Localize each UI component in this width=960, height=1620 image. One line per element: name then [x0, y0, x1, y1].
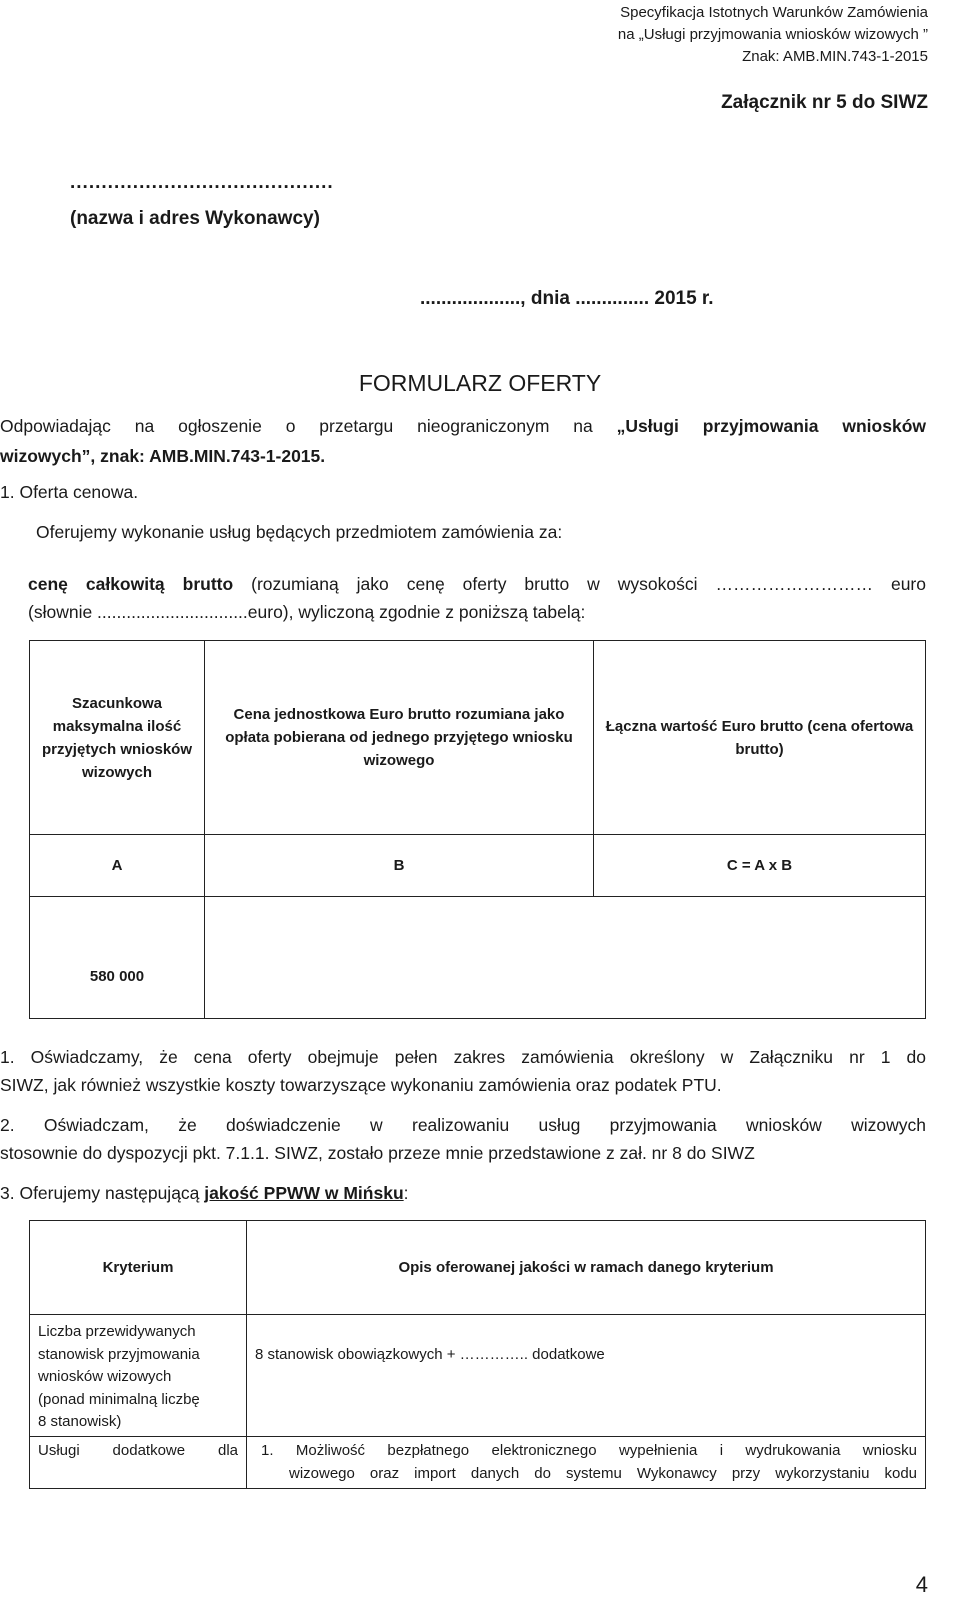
intro-line-1 [0, 416, 926, 437]
document-header [618, 2, 928, 68]
price-value-empty[interactable] [205, 897, 926, 1019]
statement-1-line-1: 1. Oświadczamy, że cena oferty obejmuje pełen zakres zamówienia określony w Załączniku nr 1 do [0, 1047, 926, 1067]
header-line-3: Znak: AMB.MIN.743-1-2015 [742, 48, 928, 65]
form-title: FORMULARZ OFERTY [358, 370, 602, 396]
quality-table-header-row [30, 1221, 926, 1315]
contractor-dots: .......................................... [70, 172, 334, 193]
criterion-stations-line-3: wniosków wizowych [38, 1368, 172, 1385]
price-table-letter-row [30, 835, 926, 897]
header-criterion: Kryterium [30, 1221, 247, 1315]
intro-line-1-text: Odpowiadając na ogłoszenie o przetargu nieograniczonym na [0, 416, 593, 436]
header-line-1: Specyfikacja Istotnych Warunków Zamówienia [620, 4, 928, 21]
offer-sentence: Oferujemy wykonanie usług będących przedmiotem zamówienia za: [36, 522, 563, 542]
criterion-stations-line-2: stanowisk przyjmowania [38, 1345, 200, 1363]
statement-2-line-2: stosownie do dyspozycji pkt. 7.1.1. SIWZ, zostało przeze mnie przedstawione z zał. nr 8 do SIWZ [0, 1143, 755, 1163]
statement-2-line-1: 2. Oświadczam, że doświadczenie w realizowaniu usług przyjmowania wniosków wizowych [0, 1115, 926, 1135]
intro-service-name: „Usługi przyjmowania wniosków [616, 416, 926, 436]
total-price-label: cenę całkowitą brutto [28, 574, 234, 594]
date-line: ..................., dnia .............. 2015 r. [420, 288, 714, 309]
criterion-stations-line-4: (ponad minimalną liczbę [38, 1390, 200, 1408]
statement-3-text: 3. Oferujemy następującą [0, 1183, 200, 1203]
header-line-2: na „Usługi przyjmowania wniosków wizowych ” [617, 26, 928, 43]
quality-row-extra-services [30, 1437, 926, 1489]
extra-services-value [247, 1437, 926, 1489]
column-letter-b: B [205, 835, 594, 897]
criterion-stations-line-5: 8 stanowisk) [38, 1413, 122, 1430]
quality-table [29, 1220, 926, 1489]
header-unit-price: Cena jednostkowa Euro brutto rozumiana jako opłata pobierana od jednego przyjętego wniosku wizowego [205, 641, 594, 835]
criterion-extra-services: Usługi dodatkowe dla [30, 1437, 247, 1489]
criterion-stations [30, 1315, 247, 1437]
statement-1-line-2: SIWZ, jak również wszystkie koszty towarzyszące wykonaniu zamówienia oraz podatek PTU. [0, 1075, 722, 1095]
column-letter-a: A [30, 835, 205, 897]
extra-services-line-1: 1. Możliwość bezpłatnego elektronicznego wypełnienia i wydrukowania wniosku [261, 1442, 917, 1459]
price-line-1 [28, 574, 926, 595]
criterion-stations-line-1: Liczba przewidywanych [38, 1323, 196, 1340]
extra-services-line-2: wizowego oraz import danych do systemu Wykonawcy przy wykorzystaniu kodu [289, 1465, 917, 1482]
column-letter-c: C = A x B [594, 835, 926, 897]
section-1-title: 1. Oferta cenowa. [0, 482, 139, 502]
price-line-1-rest: (rozumianą jako cenę oferty brutto w wysokości ……………………… euro [251, 574, 926, 594]
intro-line-2: wizowych”, znak: AMB.MIN.743-1-2015. [0, 446, 326, 466]
statement-3-colon: : [403, 1183, 409, 1203]
price-table [29, 640, 926, 1019]
price-table-header-row [30, 641, 926, 835]
statement-3 [0, 1183, 409, 1204]
quantity-value: 580 000 [30, 897, 205, 1019]
attachment-label: Załącznik nr 5 do SIWZ [721, 92, 928, 113]
contractor-label: (nazwa i adres Wykonawcy) [70, 208, 320, 229]
price-line-2: (słownie ...............................euro), wyliczoną zgodnie z poniższą tabelą: [28, 602, 586, 622]
header-description: Opis oferowanej jakości w ramach danego kryterium [247, 1221, 926, 1315]
price-table-value-row [30, 897, 926, 1019]
page-number: 4 [915, 1572, 928, 1597]
stations-value[interactable]: 8 stanowisk obowiązkowych + ………….. dodatkowe [247, 1315, 926, 1437]
statement-3-quality: jakość PPWW w Mińsku [204, 1183, 404, 1203]
header-quantity: Szacunkowa maksymalna ilość przyjętych wniosków wizowych [30, 641, 205, 835]
header-total-value: Łączna wartość Euro brutto (cena ofertowa brutto) [594, 641, 926, 835]
quality-row-stations [30, 1315, 926, 1437]
